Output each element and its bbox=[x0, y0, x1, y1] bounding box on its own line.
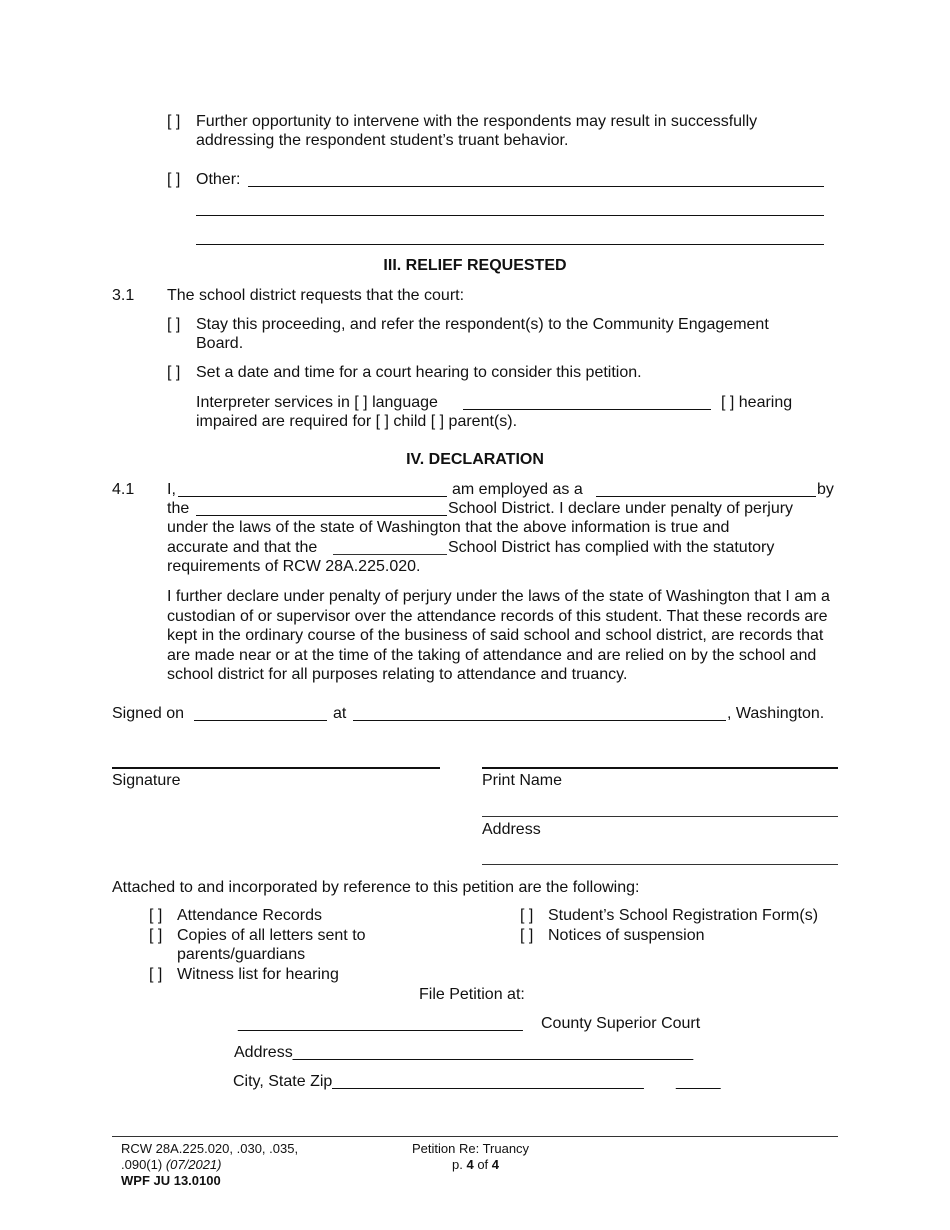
copies-checkbox[interactable]: [ ] bbox=[149, 927, 163, 944]
other-blank-3[interactable] bbox=[196, 244, 824, 245]
interpreter-line2: impaired are required for [ ] child [ ] parent(s). bbox=[196, 413, 518, 430]
signature-label: Signature bbox=[112, 772, 181, 789]
washington-label: , Washington. bbox=[727, 705, 825, 722]
stay-text-line2: Board. bbox=[196, 335, 244, 352]
i-label: I, bbox=[167, 481, 176, 498]
further-declaration-paragraph: I further declare under penalty of perjury under the laws of the state of Washington that I am a custodian of or supervisor over the attendance records of this student. That these records are kept in the ordinary course of the business of said school and school district, are records that are made near or at the time of the taking of attendance and are relied on by the school and school district for all purposes relating to attendance and truancy. bbox=[167, 588, 830, 683]
court-city-state-zip-field[interactable]: City, State Zip___________________________________ bbox=[233, 1073, 644, 1090]
attachments-intro: Attached to and incorporated by reference to this petition are the following: bbox=[112, 879, 640, 896]
print-name-label: Print Name bbox=[482, 772, 563, 789]
school-district-blank-2[interactable] bbox=[333, 554, 447, 555]
court-address-field[interactable]: Address_____________________________________________ bbox=[234, 1044, 694, 1061]
declaration-heading: IV. DECLARATION bbox=[406, 451, 544, 468]
by-label: by bbox=[817, 481, 834, 498]
address-line-2[interactable] bbox=[482, 864, 838, 865]
at-label: at bbox=[333, 705, 347, 722]
footer-title: Petition Re: Truancy bbox=[412, 1141, 530, 1156]
court-blank[interactable]: ________________________________ bbox=[238, 1015, 523, 1032]
footer-form-id: WPF JU 13.0100 bbox=[121, 1173, 221, 1188]
other-blank-1[interactable] bbox=[248, 186, 824, 187]
attendance-checkbox[interactable]: [ ] bbox=[149, 907, 163, 924]
copies-label-line1: Copies of all letters sent to bbox=[177, 927, 366, 944]
copies-label-line2: parents/guardians bbox=[177, 946, 306, 963]
file-petition-label: File Petition at: bbox=[419, 986, 525, 1003]
employed-as-label: am employed as a bbox=[452, 481, 583, 498]
footer-page-of: of bbox=[477, 1157, 489, 1172]
address-label: Address bbox=[482, 821, 541, 838]
school-district-blank[interactable] bbox=[196, 515, 447, 516]
other-label: Other: bbox=[196, 171, 241, 188]
footer-rcw-sections: .090(1) bbox=[121, 1157, 163, 1172]
footer-page-total: 4 bbox=[491, 1157, 500, 1172]
footer-divider bbox=[112, 1136, 838, 1137]
position-blank[interactable] bbox=[596, 496, 816, 497]
attendance-records-label: Attendance Records bbox=[177, 907, 322, 924]
registration-checkbox[interactable]: [ ] bbox=[520, 907, 534, 924]
suspension-checkbox[interactable]: [ ] bbox=[520, 927, 534, 944]
signed-date-blank[interactable] bbox=[194, 720, 327, 721]
the-label: the bbox=[167, 500, 190, 517]
footer-page-prefix: p. bbox=[452, 1157, 463, 1172]
print-name-line[interactable] bbox=[482, 767, 838, 769]
other-checkbox[interactable]: [ ] bbox=[167, 171, 181, 188]
declarant-name-blank[interactable] bbox=[178, 496, 447, 497]
hearing-text: Set a date and time for a court hearing to consider this petition. bbox=[196, 364, 642, 381]
stay-checkbox[interactable]: [ ] bbox=[167, 316, 181, 333]
opportunity-checkbox[interactable]: [ ] bbox=[167, 113, 181, 130]
opportunity-text-line2: addressing the respondent student’s truant behavior. bbox=[196, 132, 569, 149]
footer-rcw-line2 bbox=[121, 1157, 221, 1173]
interpreter-prefix: Interpreter services in [ ] language bbox=[196, 394, 438, 411]
address-line[interactable] bbox=[482, 816, 838, 817]
witness-checkbox[interactable]: [ ] bbox=[149, 966, 163, 983]
section-3-1-number: 3.1 bbox=[112, 287, 135, 304]
county-superior-court-label: County Superior Court bbox=[541, 1015, 701, 1032]
registration-label: Student’s School Registration Form(s) bbox=[548, 907, 819, 924]
signed-city-blank[interactable] bbox=[353, 720, 726, 721]
language-blank[interactable] bbox=[463, 409, 711, 410]
requirements-line: requirements of RCW 28A.225.020. bbox=[167, 558, 421, 575]
other-blank-2[interactable] bbox=[196, 215, 824, 216]
witness-list-label: Witness list for hearing bbox=[177, 966, 339, 983]
footer-revision-date: (07/2021) bbox=[165, 1157, 222, 1172]
section-4-1-number: 4.1 bbox=[112, 481, 135, 498]
accurate-prefix: accurate and that the bbox=[167, 539, 318, 556]
laws-line: under the laws of the state of Washington that the above information is true and bbox=[167, 519, 730, 536]
relief-intro: The school district requests that the court: bbox=[167, 287, 465, 304]
footer-page-number bbox=[452, 1157, 499, 1173]
accurate-suffix: School District has complied with the statutory bbox=[448, 539, 775, 556]
court-city-tail: _____ bbox=[676, 1073, 721, 1090]
suspension-label: Notices of suspension bbox=[548, 927, 705, 944]
footer-rcw-line1: RCW 28A.225.020, .030, .035, bbox=[121, 1141, 299, 1156]
footer-page-current: 4 bbox=[466, 1157, 474, 1172]
hearing-impaired-checkbox[interactable]: [ ] hearing bbox=[721, 394, 793, 411]
signed-on-label: Signed on bbox=[112, 705, 185, 722]
opportunity-text-line1: Further opportunity to intervene with the respondents may result in successfully bbox=[196, 113, 758, 130]
stay-text-line1: Stay this proceeding, and refer the respondent(s) to the Community Engagement bbox=[196, 316, 769, 333]
declare-text: School District. I declare under penalty of perjury bbox=[448, 500, 794, 517]
hearing-checkbox[interactable]: [ ] bbox=[167, 364, 181, 381]
signature-line[interactable] bbox=[112, 767, 440, 769]
relief-requested-heading: III. RELIEF REQUESTED bbox=[383, 257, 567, 274]
